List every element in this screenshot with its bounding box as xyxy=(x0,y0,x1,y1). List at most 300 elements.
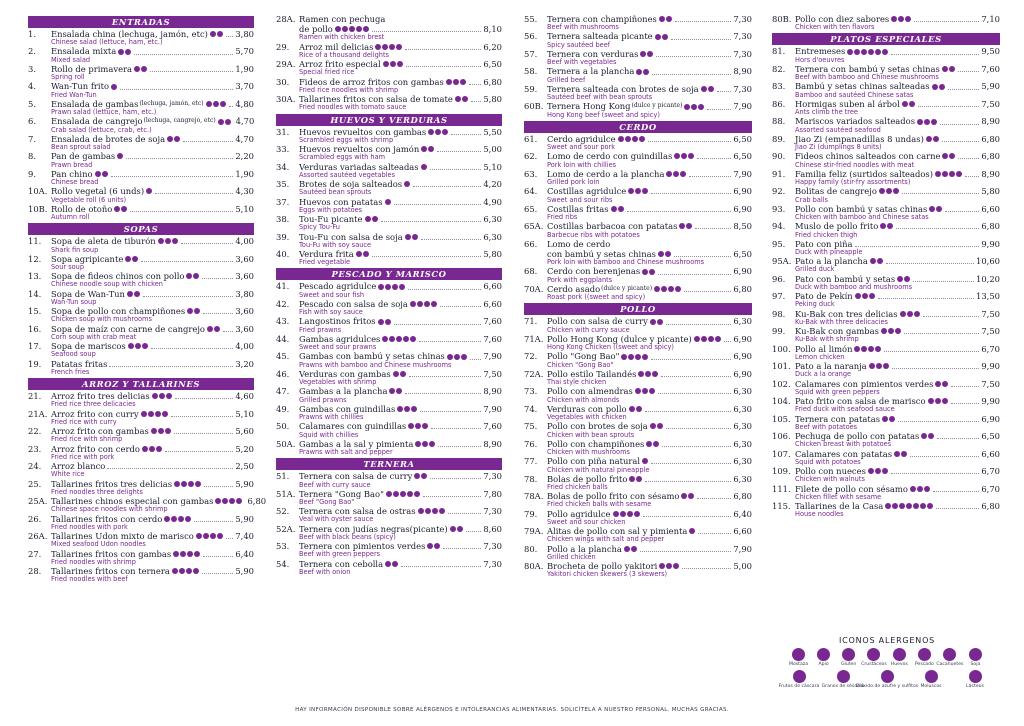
item-number: 45. xyxy=(276,351,290,362)
item-translation: Grilled chicken xyxy=(547,552,596,561)
item-translation: Peking duck xyxy=(795,300,835,309)
item-price: 6,90 xyxy=(733,333,752,344)
item-translation: Thai style chicken xyxy=(547,378,607,387)
leader-dots xyxy=(174,428,234,434)
allergen-icon xyxy=(867,648,880,661)
item-number: 68. xyxy=(524,266,538,277)
leader-dots xyxy=(408,284,481,290)
item-name: Bolitas de cangrejo xyxy=(795,186,877,197)
allergen-icon xyxy=(180,551,186,557)
item-name: Tallarines fritos con salsa de tomate xyxy=(299,94,453,105)
item-name: Gambas a la sal y pimienta xyxy=(299,438,414,449)
allergen-icon xyxy=(942,171,948,177)
allergen-icon xyxy=(649,269,655,275)
item-name: Pescado agridulce xyxy=(299,281,377,292)
item-name: Pato frito con salsa de marisco xyxy=(795,396,926,407)
item-translation: Chicken with curry sauce xyxy=(547,325,630,334)
allergen-icon xyxy=(688,493,694,499)
allergen-icons xyxy=(397,406,418,412)
allergen-icon xyxy=(632,136,638,142)
item-name: Calamares con guindillas xyxy=(299,421,407,432)
item-name: Tallarines de la Casa xyxy=(795,501,884,512)
item-translation: French fries xyxy=(51,367,90,376)
allergen-icon xyxy=(935,171,941,177)
allergen-icon xyxy=(691,104,697,110)
allergen-icon xyxy=(439,508,445,514)
allergen-icon xyxy=(887,223,893,229)
item-number: 78. xyxy=(524,473,538,484)
allergen-icons xyxy=(375,44,403,50)
allergen-icon xyxy=(203,533,209,539)
menu-item xyxy=(772,239,1000,256)
item-translation: Fried chicken balls with sesame xyxy=(547,500,652,509)
item-price: 7,50 xyxy=(981,308,1000,319)
item-translation: Fried rice with pork xyxy=(51,452,115,461)
item-number: 101. xyxy=(772,361,791,372)
allergen-icons xyxy=(114,206,128,212)
item-price: 6,90 xyxy=(981,413,1000,424)
allergen-icons xyxy=(629,406,643,412)
item-price: 3,70 xyxy=(235,81,254,92)
item-translation: Mixed salad xyxy=(51,55,91,64)
allergen-icons xyxy=(187,308,201,314)
menu-item xyxy=(28,549,254,566)
menu-item xyxy=(772,344,1000,361)
allergen-icon xyxy=(698,104,704,110)
allergen-icons xyxy=(928,398,949,404)
leader-dots xyxy=(111,171,234,177)
menu-item xyxy=(524,151,752,168)
item-translation: Scrambled eggs with shrimp xyxy=(299,135,394,144)
item-name: Ensalada de gambas xyxy=(51,98,139,109)
allergen-icon xyxy=(868,468,874,474)
allergen-icons xyxy=(621,354,649,360)
leader-dots xyxy=(652,69,731,75)
allergen-icon xyxy=(196,533,202,539)
allergen-icon xyxy=(628,354,634,360)
item-name: Pollo agridulce xyxy=(547,508,611,519)
item-number: 102. xyxy=(772,378,791,389)
allergen-icons xyxy=(882,416,896,422)
allergen-icons xyxy=(655,34,669,40)
leader-dots xyxy=(202,273,233,279)
item-price: 8,90 xyxy=(981,116,1000,127)
allergen-icon xyxy=(917,486,923,492)
item-price: 7,30 xyxy=(733,31,752,42)
item-name: Gambas a la plancha xyxy=(299,386,388,397)
item-translation: Chicken with natural pineapple xyxy=(547,465,650,474)
section-header: POLLO xyxy=(524,303,752,315)
item-name: Huevos revueltos con gambas xyxy=(299,126,427,137)
item-number: 56. xyxy=(524,31,538,42)
leader-dots xyxy=(951,398,980,404)
allergen-icon xyxy=(921,433,927,439)
item-name: Pollo con champiñones xyxy=(547,438,645,449)
item-translation: Barbecue ribs with potatoes xyxy=(547,230,640,239)
item-name: Tallarines fritos con gambas xyxy=(51,548,172,559)
item-price: 5,60 xyxy=(235,426,254,437)
menu-item xyxy=(524,101,752,118)
leader-dots xyxy=(203,308,233,314)
allergen-icon xyxy=(117,153,123,159)
item-number: 80B. xyxy=(772,14,792,24)
leader-dots xyxy=(965,171,979,177)
item-translation: Chicken with mushrooms xyxy=(547,448,630,457)
allergen-icon xyxy=(134,66,140,72)
allergen-icon xyxy=(132,256,138,262)
item-number: 54. xyxy=(276,558,290,569)
item-number: 81. xyxy=(772,46,786,57)
allergen-icons xyxy=(636,69,650,75)
leader-dots xyxy=(203,551,233,557)
allergen-icon xyxy=(686,223,692,229)
item-number: 83. xyxy=(772,81,786,92)
item-translation: Squid with green peppers xyxy=(795,387,880,396)
item-translation: Chicken wings with salt and pepper xyxy=(547,535,665,544)
item-price: 8,90 xyxy=(981,168,1000,179)
item-name: Ternera con verduras xyxy=(547,48,639,59)
leader-dots xyxy=(724,336,732,342)
item-number: 25. xyxy=(28,478,42,489)
item-name: Sopa de maíz con carne de cangrejo xyxy=(51,323,205,334)
allergen-icon xyxy=(335,26,341,32)
leader-dots xyxy=(229,101,234,107)
item-number: 70A. xyxy=(524,283,544,294)
allergen-icon xyxy=(942,381,948,387)
allergen-icon xyxy=(868,49,874,55)
item-number: 62. xyxy=(524,151,538,162)
menu-item xyxy=(276,334,502,351)
leader-dots xyxy=(658,388,732,394)
allergen-icon xyxy=(905,16,911,22)
allergen-icon xyxy=(393,371,399,377)
leader-dots xyxy=(891,468,979,474)
item-name: Bolas de pollo frito xyxy=(547,473,628,484)
item-translation: Roast pork ((sweet and spicy) xyxy=(547,293,646,302)
leader-dots xyxy=(181,238,234,244)
menu-item xyxy=(772,309,1000,326)
item-price: 4,60 xyxy=(235,391,254,402)
leader-dots xyxy=(409,371,482,377)
menu-item xyxy=(28,99,254,116)
item-price: 6,30 xyxy=(733,438,752,449)
allergen-icon xyxy=(861,346,867,352)
allergen-icon xyxy=(214,326,220,332)
allergen-icon xyxy=(385,561,391,567)
item-number: 41. xyxy=(276,281,290,292)
item-price: 6,70 xyxy=(981,466,1000,477)
allergen-icons xyxy=(196,533,224,539)
allergen-icon xyxy=(904,276,910,282)
menu-item xyxy=(772,379,1000,396)
item-number: 28A. xyxy=(276,14,296,24)
item-price: 3,60 xyxy=(235,271,254,282)
allergen-icon xyxy=(621,354,627,360)
allergen-icon xyxy=(634,511,640,517)
menu-item xyxy=(276,471,502,488)
allergen-icon xyxy=(645,371,651,377)
menu-item-line xyxy=(276,471,502,481)
allergen-icons xyxy=(95,171,109,177)
item-name: Fideos de arroz fritos con gambas xyxy=(299,76,444,87)
allergen-name: Pescado xyxy=(914,662,934,667)
allergen-icons xyxy=(624,546,638,552)
allergen-icon xyxy=(174,481,180,487)
item-number: 24. xyxy=(28,461,42,472)
item-number: 17. xyxy=(28,341,42,352)
item-name: Patatas fritas xyxy=(51,358,108,369)
menu-item xyxy=(28,151,254,168)
item-translation: House noodles xyxy=(795,510,844,519)
item-name: Calamares con patatas xyxy=(795,448,893,459)
allergen-icons xyxy=(638,371,659,377)
menu-item xyxy=(276,249,502,266)
leader-dots xyxy=(666,423,732,429)
item-translation: Chinese salad (lettuce, ham, etc.) xyxy=(51,38,163,47)
allergen-name: Granos de sésamo xyxy=(821,684,865,689)
item-price: 5,10 xyxy=(235,408,254,419)
leader-dots xyxy=(643,511,732,517)
item-translation: Mixed seafood Udon noodles xyxy=(51,540,146,549)
leader-dots xyxy=(469,79,482,85)
item-number: 2. xyxy=(28,46,36,57)
item-name: Pan de gambas xyxy=(51,151,116,162)
item-number: 80A. xyxy=(524,561,544,572)
allergen-icons xyxy=(134,66,148,72)
item-price: 9,90 xyxy=(981,396,1000,407)
menu-item xyxy=(524,561,752,578)
menu-item xyxy=(524,239,752,249)
leader-dots xyxy=(381,216,482,222)
leader-dots xyxy=(430,473,481,479)
allergen-icon xyxy=(861,49,867,55)
menu-item xyxy=(524,284,752,301)
item-number: 35. xyxy=(276,179,290,190)
allergen-icon xyxy=(207,326,213,332)
item-translation: Fried noodles with pork xyxy=(51,522,128,531)
leader-dots xyxy=(661,371,731,377)
allergen-icon xyxy=(128,343,134,349)
allergen-icon xyxy=(855,293,861,299)
item-price: 4,70 xyxy=(235,116,255,127)
item-name: Costillas agridulce xyxy=(547,186,627,197)
item-number: 90. xyxy=(772,151,786,162)
menu-item xyxy=(28,359,254,376)
menu-item xyxy=(28,116,254,133)
menu-item xyxy=(524,369,752,386)
item-price: 7,60 xyxy=(483,333,502,344)
item-price: 5,90 xyxy=(235,478,254,489)
item-number: 63. xyxy=(524,168,538,179)
item-number: 96. xyxy=(772,273,786,284)
leader-dots xyxy=(651,354,731,360)
allergen-icon xyxy=(899,503,905,509)
allergen-icon xyxy=(372,216,378,222)
allergen-icon xyxy=(935,381,941,387)
leader-dots xyxy=(945,206,979,212)
item-price: 6,90 xyxy=(733,186,752,197)
leader-dots xyxy=(918,101,980,107)
allergen-icon xyxy=(914,311,920,317)
allergen-icon xyxy=(949,153,955,159)
allergen-icon xyxy=(666,171,672,177)
allergen-icon xyxy=(659,16,665,22)
item-price: 7,50 xyxy=(981,326,1000,337)
leader-dots xyxy=(413,181,481,187)
allergen-icon xyxy=(708,86,714,92)
allergen-icon xyxy=(673,171,679,177)
allergen-icons xyxy=(215,498,243,504)
item-name: Mariscos variados salteados xyxy=(795,116,915,127)
allergen-icon xyxy=(165,428,171,434)
item-translation: Assorted sautéed seafood xyxy=(795,125,881,134)
allergen-icons xyxy=(428,129,449,135)
allergen-icon xyxy=(654,286,660,292)
item-price: 10,20 xyxy=(976,273,1000,284)
item-price: 8,90 xyxy=(483,386,502,397)
allergen-icon xyxy=(415,423,421,429)
menu-item xyxy=(772,204,1000,221)
allergen-icon xyxy=(892,503,898,509)
item-translation: Chicken with walnuts xyxy=(795,475,865,484)
allergen-icon xyxy=(186,568,192,574)
menu-item xyxy=(524,491,752,508)
item-name: Cerdo asado xyxy=(547,283,601,294)
allergen-name: Mostaza xyxy=(789,662,809,667)
menu-item xyxy=(772,501,1000,518)
allergen-icons xyxy=(450,526,464,532)
item-number: 11. xyxy=(28,236,42,247)
allergen-icons xyxy=(385,199,392,205)
allergen-icon xyxy=(375,44,381,50)
menu-item xyxy=(772,169,1000,186)
allergen-icon xyxy=(457,526,463,532)
item-price: 7,30 xyxy=(483,541,502,552)
menu-item xyxy=(524,14,752,31)
allergen-icon xyxy=(210,31,216,37)
menu-item xyxy=(28,324,254,341)
menu-item-line xyxy=(524,239,752,249)
allergen-icon xyxy=(635,188,641,194)
leader-dots xyxy=(471,96,482,102)
item-translation: Fried noodles with tomato sauce xyxy=(299,103,407,112)
item-price: 5,10 xyxy=(483,161,502,172)
item-number: 12. xyxy=(28,253,42,264)
item-translation: Spring roll xyxy=(51,73,85,82)
item-name: Pato con bambú y setas xyxy=(795,273,896,284)
leader-dots xyxy=(183,136,233,142)
leader-dots xyxy=(958,66,980,72)
menu-item xyxy=(772,274,1000,291)
allergen-icons xyxy=(891,16,912,22)
allergen-icon xyxy=(148,411,154,417)
allergen-legend-item xyxy=(937,648,963,667)
item-price: 6,80 xyxy=(733,491,752,502)
item-price: 6,60 xyxy=(483,298,502,309)
allergen-name: Dióxido de azufre y sulfitos xyxy=(855,684,919,689)
leader-dots xyxy=(130,206,233,212)
leader-dots xyxy=(675,16,732,22)
leader-dots xyxy=(707,104,731,110)
allergen-icon xyxy=(389,388,395,394)
allergen-icon xyxy=(455,96,461,102)
allergen-icon xyxy=(638,371,644,377)
item-name: Fideos chinos salteados con carne xyxy=(795,151,941,162)
allergen-icons xyxy=(378,284,406,290)
item-translation: Sour soup xyxy=(51,263,85,271)
menu-item xyxy=(28,479,254,496)
item-number: 16. xyxy=(28,323,42,334)
item-number: 30A. xyxy=(276,94,296,105)
item-price: 6,20 xyxy=(483,41,502,52)
item-translation: Sweet and sour chicken xyxy=(547,517,626,526)
item-name: Pollo al limón xyxy=(795,343,853,354)
allergen-icon xyxy=(431,301,437,307)
allergen-icons xyxy=(151,428,172,434)
item-number: 61. xyxy=(524,133,538,144)
allergen-icons xyxy=(650,423,664,429)
leader-dots xyxy=(150,66,233,72)
allergen-icons xyxy=(455,96,469,102)
menu-item xyxy=(276,59,502,76)
allergen-icon xyxy=(155,411,161,417)
item-name: Jiao Zi (empanadillas 8 undas) xyxy=(795,133,924,144)
allergen-icon xyxy=(680,171,686,177)
allergen-icon xyxy=(407,491,413,497)
item-name: Langostinos fritos xyxy=(299,316,376,327)
allergen-icon xyxy=(611,206,617,212)
allergen-icon xyxy=(397,406,403,412)
allergen-icon xyxy=(382,44,388,50)
allergen-icon xyxy=(701,336,707,342)
allergen-icon xyxy=(102,171,108,177)
item-price: 7,60 xyxy=(981,63,1000,74)
item-price: 7,30 xyxy=(733,14,752,24)
item-name: Sopa de mariscos xyxy=(51,341,126,352)
item-number: 105. xyxy=(772,413,791,424)
leader-dots xyxy=(937,433,979,439)
menu-item xyxy=(524,474,752,491)
item-price: 4,00 xyxy=(235,236,254,247)
menu-item xyxy=(772,414,1000,431)
allergen-icon xyxy=(385,284,391,290)
item-translation: Fried ribs xyxy=(547,213,578,222)
allergen-icon xyxy=(217,31,223,37)
leader-dots xyxy=(891,49,979,55)
allergen-icon xyxy=(881,670,894,683)
allergen-icons xyxy=(868,468,889,474)
allergen-icon xyxy=(220,101,226,107)
item-number: 64. xyxy=(524,186,538,197)
item-translation: Veal with oyster sauce xyxy=(299,515,374,524)
item-translation: Beef with curry sauce xyxy=(299,480,371,489)
item-translation: Squid with chillies xyxy=(299,430,359,439)
item-number: 75. xyxy=(524,421,538,432)
leader-dots xyxy=(226,31,233,37)
allergen-icon xyxy=(225,119,231,125)
item-name: Ternera "Gong Bao" xyxy=(299,488,384,499)
leader-dots xyxy=(684,286,731,292)
item-number: 82. xyxy=(772,63,786,74)
allergen-icon xyxy=(618,206,624,212)
menu-item xyxy=(28,81,254,98)
allergen-icon xyxy=(410,336,416,342)
allergen-icon xyxy=(920,503,926,509)
leader-dots xyxy=(419,336,481,342)
item-price: 1,90 xyxy=(235,168,254,179)
allergen-icons xyxy=(142,446,163,452)
menu-item xyxy=(772,431,1000,448)
